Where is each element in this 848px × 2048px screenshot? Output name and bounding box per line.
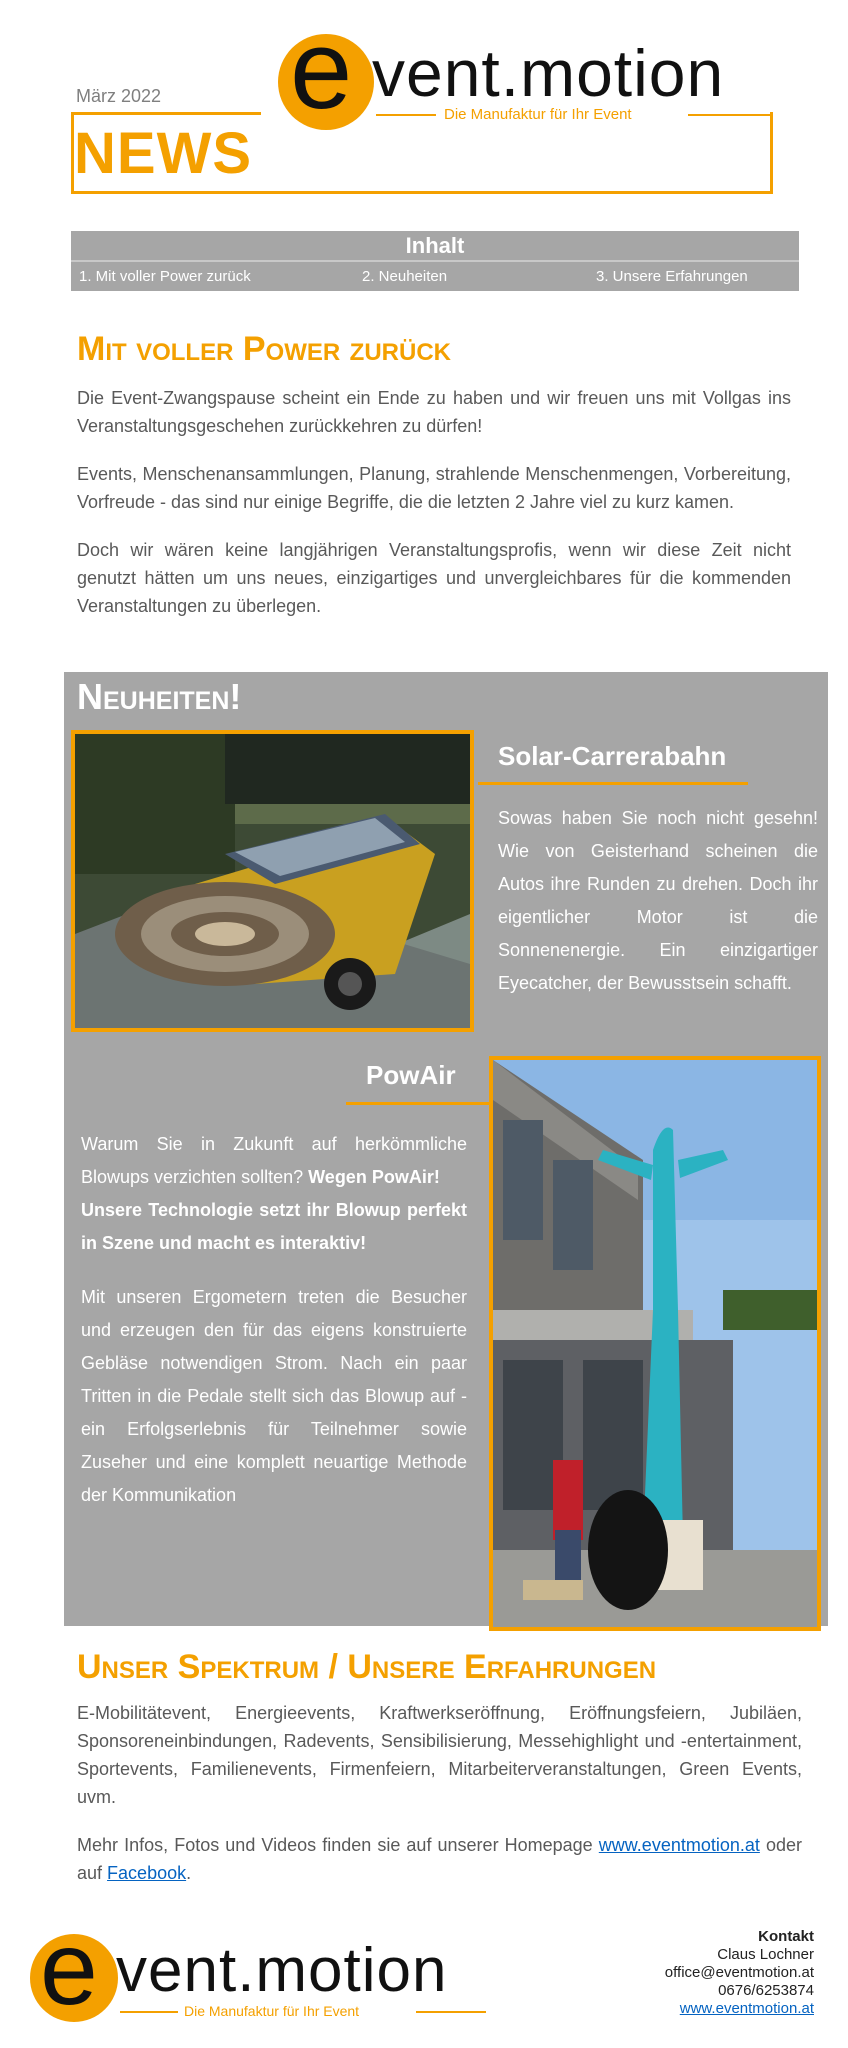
powair-intro: Warum Sie in Zukunft auf herkömmliche Blowups verzichten sollten? <box>81 1134 467 1187</box>
powair-intro-block <box>81 1128 467 1194</box>
powair-body <box>81 1128 467 1512</box>
toc-title: Inhalt <box>405 233 465 258</box>
contact-name: Claus Lochner <box>717 1946 814 1963</box>
logo-underline-left <box>376 114 436 116</box>
footer-logo <box>26 1911 486 2027</box>
logo-letter: e <box>290 7 353 132</box>
toc-item-power[interactable]: 1. Mit voller Power zurück <box>79 268 251 285</box>
section1-paragraph: Die Event-Zwangspause scheint ein Ende zu haben und wir freuen uns mit Vollgas ins Veranstaltungsgeschehen zurückkehren zu dürfen! <box>77 388 791 436</box>
logo-underline-right <box>688 114 772 116</box>
logo-name: vent.motion <box>116 1936 448 2005</box>
contact-label: Kontakt <box>758 1928 814 1945</box>
section3-heading: Unser Spektrum / Unsere Erfahrungen <box>77 1648 657 1686</box>
powair-blowup-photo <box>489 1056 821 1631</box>
logo-tagline: Die Manufaktur für Ihr Event <box>444 106 632 123</box>
section1-body <box>77 384 791 620</box>
section3-more-info <box>77 1831 802 1887</box>
section1-paragraph: Events, Menschenansammlungen, Planung, strahlende Menschenmengen, Vorbereitung, Vorfreude - das sind nur einige Begriffe, die die letzten 2 Jahre viel zu kurz kamen. <box>77 464 791 512</box>
solar-title: Solar-Carrerabahn <box>498 741 727 771</box>
section1-heading: Mit voller Power zurück <box>77 330 451 368</box>
powair-title-underline <box>346 1102 490 1105</box>
more-info-mid: oder auf <box>77 1835 802 1883</box>
contact-phone: 0676/6253874 <box>718 1982 814 1999</box>
contact-block <box>665 1928 814 2018</box>
powair-intro-bold: Wegen PowAir! <box>308 1167 440 1187</box>
solar-text: Sowas haben Sie noch nicht gesehn! Wie von Geisterhand scheinen die Autos ihre Runden zu drehen. Doch ihr eigentlicher Motor ist die Sonnenenergie. Ein einzigartiger Eyecatcher, der Bewusstsein schafft. <box>498 808 818 993</box>
logo-letter: e <box>40 1911 98 2027</box>
facebook-link[interactable]: Facebook <box>107 1863 187 1883</box>
section3-body <box>77 1699 802 1887</box>
powair-photo-illustration <box>493 1060 817 1627</box>
header-logo <box>272 7 772 132</box>
contact-website-link[interactable]: www.eventmotion.at <box>679 2000 814 2017</box>
toc-item-erfahrungen[interactable]: 3. Unsere Erfahrungen <box>596 268 748 285</box>
issue-date: März 2022 <box>76 86 162 106</box>
more-info-prefix: Mehr Infos, Fotos und Videos finden sie auf unserer Homepage <box>77 1835 593 1855</box>
solar-carrerabahn-photo <box>71 730 474 1032</box>
toc-item-neuheiten[interactable]: 2. Neuheiten <box>362 268 448 285</box>
solar-title-underline <box>478 782 748 785</box>
toc-divider <box>71 260 799 262</box>
section3-paragraph: E-Mobilitätevent, Energieevents, Kraftwerkseröffnung, Eröffnungsfeiern, Jubiläen, Sponsoreneinbindungen, Radevents, Sensibilisierung, Messehighlight und -entertainment, Sportevents, Familienevents, Firmenfeiern, Mitarbeiterveranstaltungen, Green Events, uvm. <box>77 1703 802 1807</box>
page-title: NEWS <box>74 121 252 186</box>
homepage-link[interactable]: www.eventmotion.at <box>598 1835 760 1855</box>
solar-photo-illustration <box>75 734 470 1028</box>
logo-underline-right <box>416 2011 486 2013</box>
powair-text: Mit unseren Ergometern treten die Besucher und erzeugen den für das eigens konstruierte Gebläse notwendigen Strom. Nach ein paar Tritten in die Pedale stellt sich das Blowup auf - ein Erfolgserlebnis für Teilnehmer sowie Zuseher und eine komplett neuartige Methode der Kommunikation <box>81 1287 467 1505</box>
section2-heading: Neuheiten! <box>77 676 242 717</box>
logo-name: vent.motion <box>372 36 725 110</box>
powair-bold-line: Unsere Technologie setzt ihr Blowup perfekt in Szene und macht es interaktiv! <box>81 1200 467 1253</box>
powair-title: PowAir <box>366 1060 456 1090</box>
logo-tagline: Die Manufaktur für Ihr Event <box>184 2003 360 2019</box>
logo-underline-left <box>120 2011 178 2013</box>
more-info-suffix: . <box>186 1863 192 1883</box>
contact-email[interactable]: office@eventmotion.at <box>664 1964 814 1981</box>
section1-paragraph: Doch wir wären keine langjährigen Veranstaltungsprofis, wenn wir diese Zeit nicht genutzt hätten um uns neues, einzigartiges und unvergleichbares für die kommenden Veranstaltungen zu überlegen. <box>77 540 791 616</box>
